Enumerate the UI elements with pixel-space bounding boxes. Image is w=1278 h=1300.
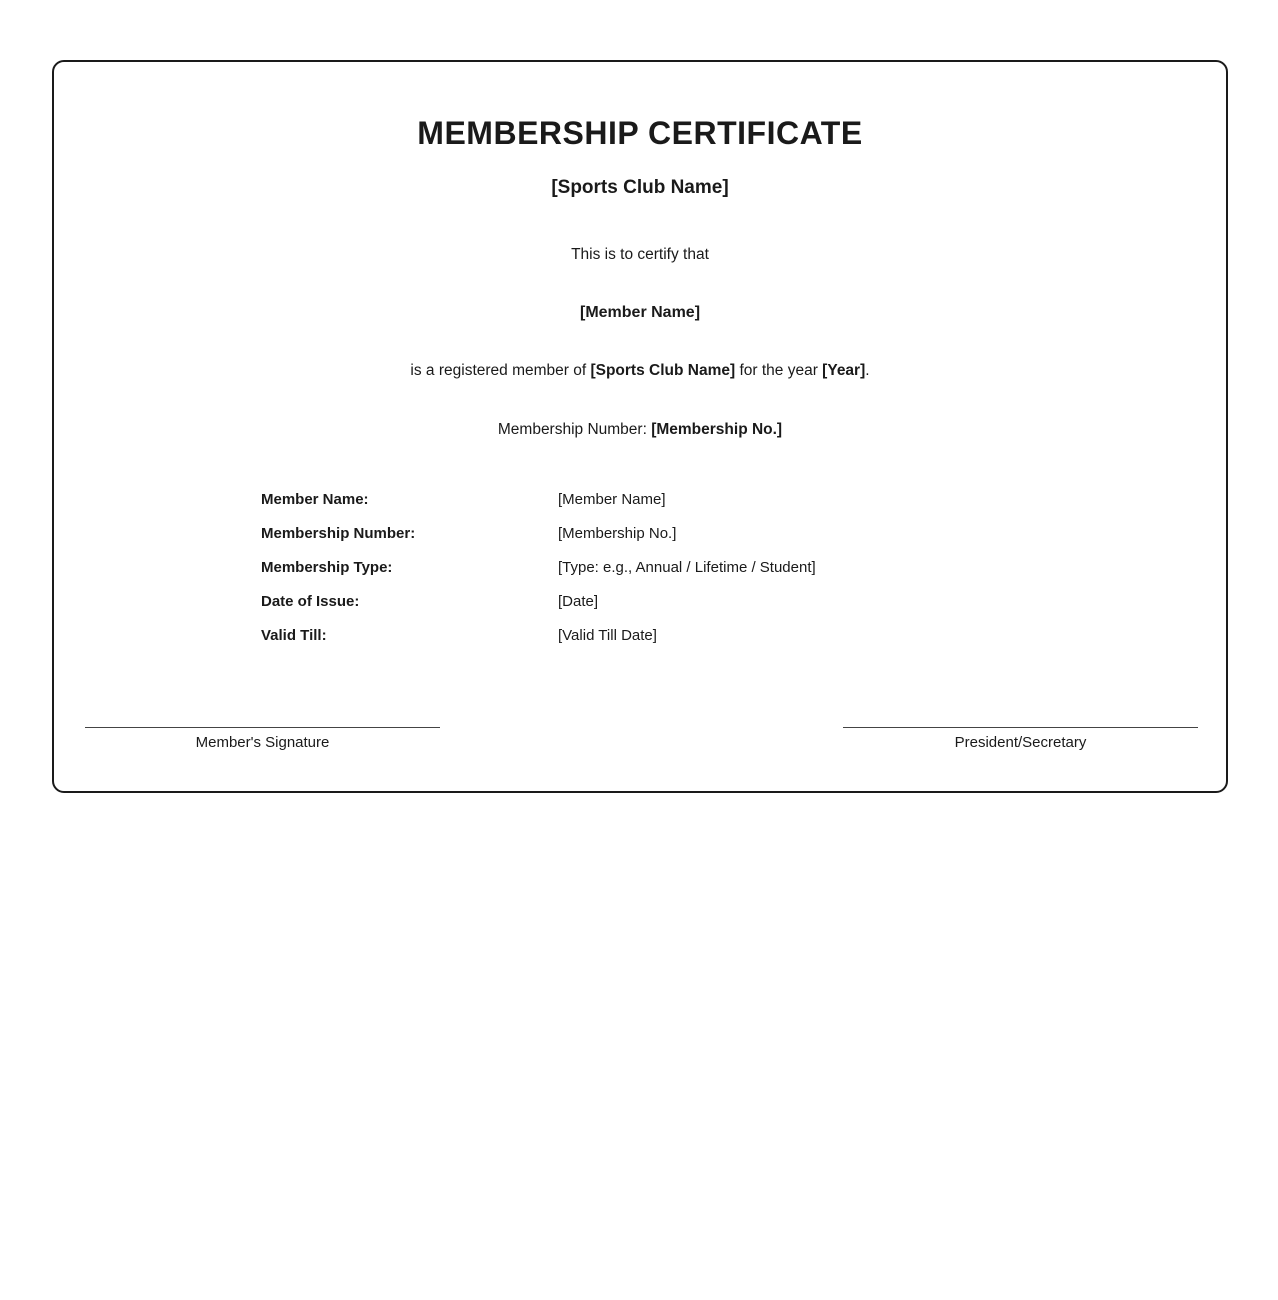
- signature-section: [54, 727, 1226, 751]
- member-signature-block: [85, 727, 440, 751]
- member-name-line: [Member Name]: [579, 304, 701, 321]
- registered-middle: for the year: [735, 362, 823, 379]
- registered-club-name: [Sports Club Name]: [590, 362, 736, 379]
- detail-row-membership-type: [261, 551, 981, 585]
- registered-suffix: .: [865, 362, 870, 379]
- membership-certificate: [52, 60, 1228, 793]
- detail-value: [Date]: [558, 593, 599, 610]
- detail-label: Membership Number:: [261, 525, 416, 542]
- detail-row-member-name: [261, 483, 981, 517]
- registered-year: [Year]: [822, 362, 866, 379]
- details-table: [261, 483, 981, 653]
- detail-row-valid-till: [261, 619, 981, 653]
- membership-number-line: [54, 422, 1226, 438]
- membership-number-label: Membership Number:: [497, 421, 652, 438]
- registered-prefix: is a registered member of: [410, 362, 591, 379]
- president-secretary-signature-block: [843, 727, 1198, 751]
- detail-value: [Type: e.g., Annual / Lifetime / Student]: [558, 559, 816, 576]
- certify-line: This is to certify that: [571, 246, 709, 263]
- member-signature-label: Member's Signature: [195, 734, 330, 751]
- club-name-heading: [Sports Club Name]: [551, 177, 729, 198]
- detail-value: [Membership No.]: [558, 525, 677, 542]
- detail-label: Date of Issue:: [261, 593, 360, 610]
- detail-value: [Member Name]: [558, 491, 666, 508]
- president-secretary-label: President/Secretary: [954, 734, 1087, 751]
- detail-label: Member Name:: [261, 491, 369, 508]
- registered-member-line: [54, 363, 1226, 379]
- detail-value: [Valid Till Date]: [558, 627, 657, 644]
- certificate-title: MEMBERSHIP CERTIFICATE: [417, 115, 863, 151]
- detail-row-date-of-issue: [261, 585, 981, 619]
- detail-label: Valid Till:: [261, 627, 327, 644]
- membership-number-value: [Membership No.]: [651, 421, 783, 438]
- detail-label: Membership Type:: [261, 559, 393, 576]
- detail-row-membership-number: [261, 517, 981, 551]
